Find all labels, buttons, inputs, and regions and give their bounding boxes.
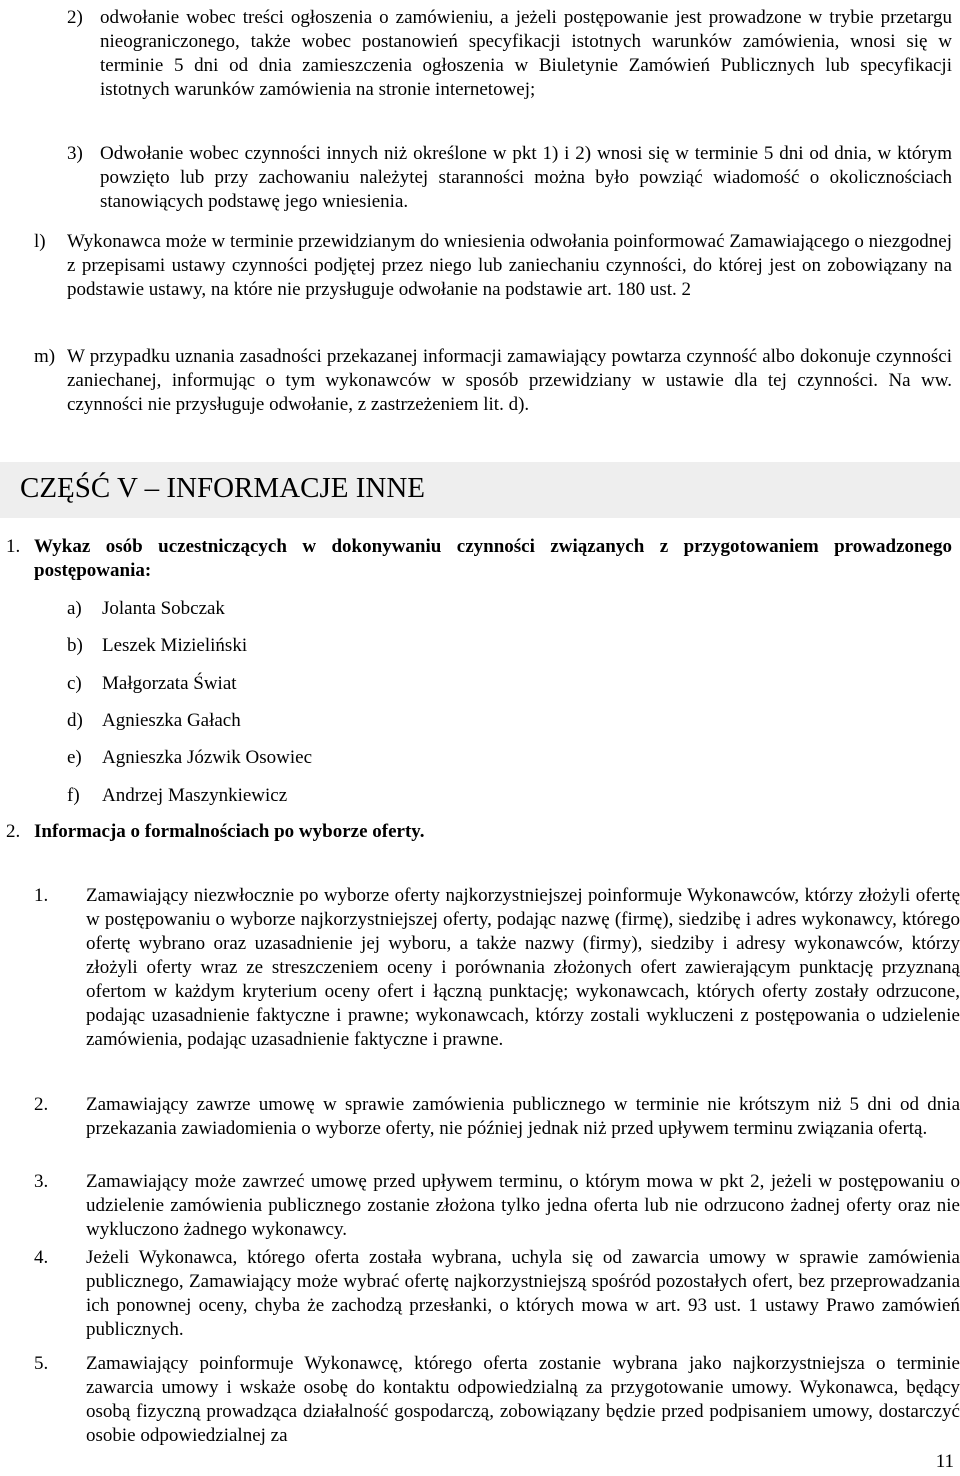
numbered-label: 4. <box>34 1247 49 1268</box>
numbered-text: Zamawiający niezwłocznie po wyborze oferty najkorzystniejszej poinformuje Wykonawców, którzy złożyli ofertę w postępowaniu o wyborze najkorzystniejszej oferty, podając nazwę (firmę), siedzibę i adres wykonawcy, którego ofertę wybrano oraz uzasadnienie jej wyboru, a także nazwy (firmy), siedziby i adresy wykonawców, którzy złożyli oferty wraz ze streszczeniem oceny i porównania złożonych ofert zawierającym punktację przyznaną ofertom w każdym kryterium oceny ofert i łączną punktację; wykonawcach, których oferty zostały odrzucone, podając uzasadnienie faktyczne i prawne; wykonawcach, którzy zostali wykluczeni z postępowania o udzielenie zamówienia, podając uzasadnienie faktyczne i prawne. <box>86 885 960 1050</box>
item-label-2: 2) <box>67 7 83 28</box>
numbered-text: Zamawiający poinformuje Wykonawcę, którego oferta zostanie wybrana jako najkorzystniejsza o terminie zawarcia umowy i wskaże osobę do kontaktu odpowiedzialną za przygotowanie umowy. Wykonawca, będący osobą fizyczną prowadząca działalność gospodarczą, zobowiązany będzie przed podpisaniem umowy, dostarczyć osobie odpowiedzialnej za <box>86 1353 960 1446</box>
person-label: f) <box>67 785 80 806</box>
section-item-label-2: 2. <box>6 821 21 842</box>
section-item-text-1: Wykaz osób uczestniczących w dokonywaniu czynności związanych z przygotowaniem prowadzonego postępowania: <box>34 536 952 581</box>
person-name: Agnieszka Józwik Osowiec <box>102 747 313 768</box>
person-label: a) <box>67 598 82 619</box>
person-label: e) <box>67 747 82 768</box>
para-label-m: m) <box>34 346 56 367</box>
person-label: c) <box>67 673 82 694</box>
person-label: b) <box>67 635 83 656</box>
numbered-text: Zamawiający zawrze umowę w sprawie zamówienia publicznego w terminie nie krótszym niż 5 dni od dnia przekazania zawiadomienia o wyborze oferty, nie później jednak niż przed upływem terminu związania ofertą. <box>86 1094 960 1139</box>
item-text-2: odwołanie wobec treści ogłoszenia o zamówieniu, a jeżeli postępowanie jest prowadzone w trybie przetargu nieograniczonego, także wobec postanowień specyfikacji istotnych warunków zamówienia, wnosi się w terminie 5 dni od dnia zamieszczenia ogłoszenia w Biuletynie Zamówień Publicznych lub specyfikacji istotnych warunków zamówienia na stronie internetowej; <box>100 7 952 100</box>
section-heading: CZĘŚĆ V – INFORMACJE INNE <box>20 472 425 504</box>
person-label: d) <box>67 710 83 731</box>
person-name: Andrzej Maszynkiewicz <box>102 785 288 806</box>
person-name: Leszek Mizieliński <box>102 635 248 656</box>
numbered-label: 3. <box>34 1171 49 1192</box>
person-name: Agnieszka Gałach <box>102 710 241 731</box>
page-number: 11 <box>935 1451 954 1472</box>
person-name: Jolanta Sobczak <box>102 598 225 619</box>
numbered-label: 2. <box>34 1094 49 1115</box>
section-item-label-1: 1. <box>6 536 21 557</box>
numbered-text: Jeżeli Wykonawca, którego oferta została wybrana, uchyla się od zawarcia umowy w sprawie zamówienia publicznego, Zamawiający może wybrać ofertę najkorzystniejszą spośród pozostałych ofert, bez przeprowadzania ich ponownej oceny, chyba że zachodzą przesłanki, o których mowa w art. 93 ust. 1 ustawy Prawo zamówień publicznych. <box>86 1247 960 1340</box>
section-item-text-2: Informacja o formalnościach po wyborze oferty. <box>34 821 425 842</box>
item-text-3: Odwołanie wobec czynności innych niż określone w pkt 1) i 2) wnosi się w terminie 5 dni od dnia, w którym powzięto lub przy zachowaniu należytej staranności można było powziąć wiadomość o okolicznościach stanowiących podstawę jego wniesienia. <box>100 143 952 212</box>
numbered-label: 1. <box>34 885 49 906</box>
person-name: Małgorzata Świat <box>102 673 237 694</box>
item-label-3: 3) <box>67 143 83 164</box>
para-text-m: W przypadku uznania zasadności przekazanej informacji zamawiający powtarza czynność albo dokonuje czynności zaniechanej, informując o tym wykonawców w sposób przewidziany w ustawie dla tej czynności. Na ww. czynności nie przysługuje odwołanie, z zastrzeżeniem lit. d). <box>67 346 952 415</box>
numbered-text: Zamawiający może zawrzeć umowę przed upływem terminu, o którym mowa w pkt 2, jeżeli w postępowaniu o udzielenie zamówienia publicznego zostanie złożona tylko jedna oferta lub nie odrzucono żadnej oferty oraz nie wykluczono żadnego wykonawcy. <box>86 1171 960 1240</box>
para-label-l: l) <box>34 231 46 252</box>
para-text-l: Wykonawca może w terminie przewidzianym do wniesienia odwołania poinformować Zamawiającego o niezgodnej z przepisami ustawy czynności podjętej przez niego lub zaniechaniu czynności, do której jest on zobowiązany na podstawie ustawy, na które nie przysługuje odwołanie na podstawie art. 180 ust. 2 <box>67 231 952 300</box>
numbered-label: 5. <box>34 1353 49 1374</box>
